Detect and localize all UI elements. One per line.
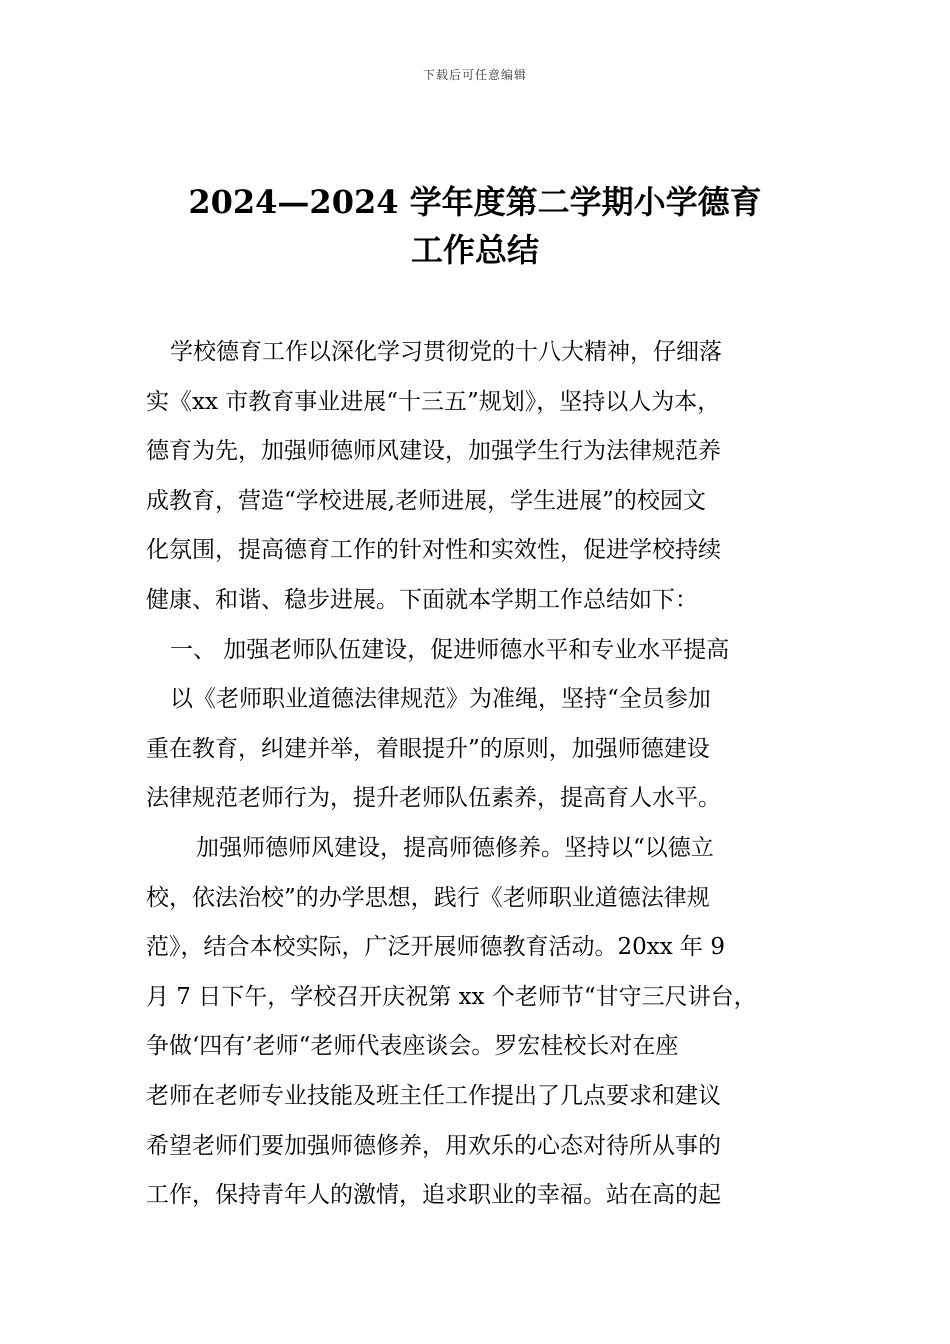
title-line-2: 工作总结 [410,231,539,269]
paragraph-line: 以《老师职业道德法律规范》为准绳，坚持“全员参加 [170,686,711,713]
paragraph-line: 希望老师们要加强师德修养，用欢乐的心态对待所从事的 [146,1132,721,1159]
paragraph-line: 争做‘四有’老师“老师代表座谈会。罗宏桂校长对在座 [146,1033,679,1060]
title-line-1: 2024—2024 学年度第二学期小学德育 [188,183,762,221]
paragraph-line: 健康、和谐、稳步进展。下面就本学期工作总结如下： [146,586,698,613]
paragraph-line: 老师在老师专业技能及班主任工作提出了几点要求和建议 [146,1082,721,1109]
paragraph-line: 实《xx 市教育事业进展“十三五”规划》，坚持以人为本， [146,388,721,415]
paragraph-line: 法律规范老师行为，提升老师队伍素养，提高育人水平。 [146,785,721,812]
paragraph-line: 工作，保持青年人的激情，追求职业的幸福。站在高的起 [146,1182,721,1209]
document-body [146,328,814,1221]
paragraph-line: 化氛围，提高德育工作的针对性和实效性，促进学校持续 [146,537,721,564]
paragraph-line: 重在教育，纠建并举，着眼提升”的原则，加强师德建设 [146,735,710,762]
document-title [100,178,850,274]
paragraph-line: 成教育，营造“学校进展,老师进展，学生进展”的校园文 [146,487,706,514]
section-heading: 一、 加强老师队伍建设，促进师德水平和专业水平提高 [170,636,730,663]
paragraph-line: 德育为先，加强师德师风建设，加强学生行为法律规范养 [146,438,721,465]
header-note: 下载后可任意编辑 [422,68,527,82]
paragraph-line: 月 7 日下午，学校召开庆祝第 xx 个老师节“甘守三尺讲台， [146,983,757,1010]
paragraph-line: 加强师德师风建设，提高师德修养。坚持以“以德立 [196,834,714,861]
paragraph-line: 校，依法治校”的办学思想，践行《老师职业道德法律规 [146,884,710,911]
paragraph-line: 范》，结合本校实际，广泛开展师德教育活动。20xx 年 9 [146,934,725,961]
paragraph-line: 学校德育工作以深化学习贯彻党的十八大精神，仔细落 [170,339,722,365]
